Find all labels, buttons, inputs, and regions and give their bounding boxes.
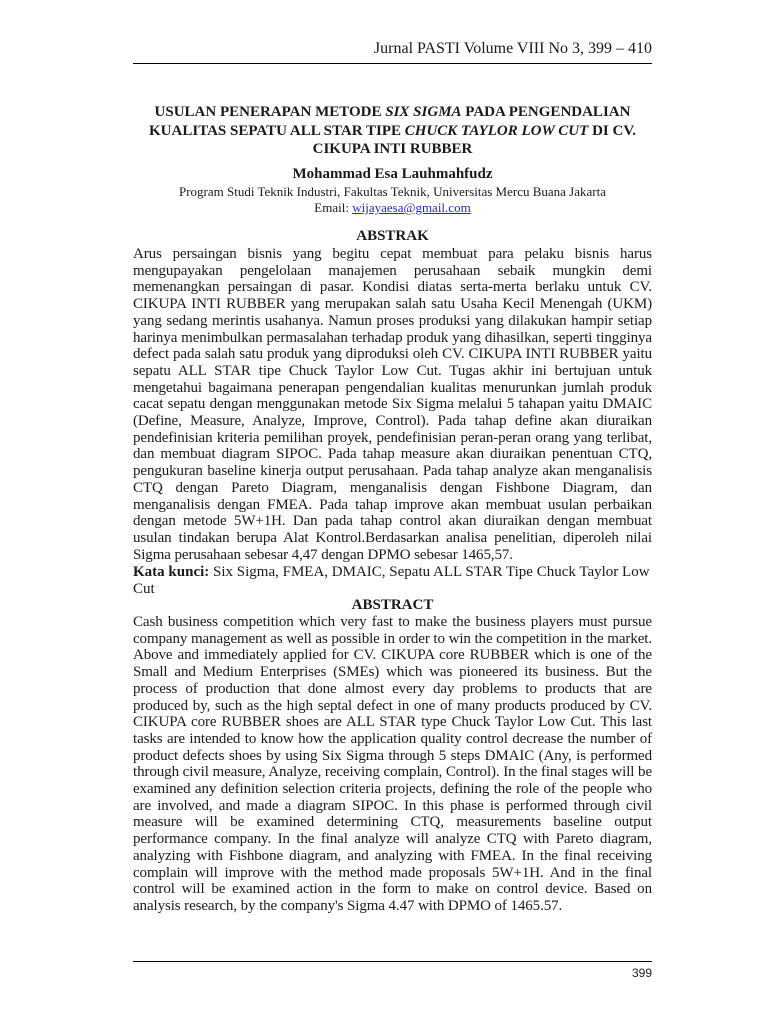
email-label: Email: (314, 200, 353, 215)
title-part-3: DI CV. CIKUPA INTI RUBBER (312, 122, 636, 157)
title-part-1: USULAN PENERAPAN METODE (154, 104, 386, 120)
page-number: 399 (631, 966, 652, 980)
top-divider (133, 63, 652, 64)
email-link[interactable]: wijayaesa@gmail.com (352, 200, 471, 215)
abstract-text: Cash business competition which very fast to make the business players must pursue company management as well as possible in order to win the competition in the market. Above and immediately applied for CV. CIKUPA core RUBBER which is one of the Small and Medium Enterprises (SMEs) which was pioneered its business. But the process of production that done almost every day problems to products that are produced by, such as the high septal defect in one of many products produced by CV. CIKUPA core RUBBER shoes are ALL STAR type Chuck Taylor Low Cut. This last tasks are intended to know how the application quality control decrease the number of product defects shoes by using Six Sigma through 5 steps DMAIC (Any, is performed through civil measure, Analyze, receiving complain, Control). In the final stages will be examined any definition selection criteria projects, defining the role of the people who are involved, and made a diagram SIPOC. In this phase is performed through civil measure will be examined determining CTQ, measurements baseline output performance company. In the final analyze will analyze CTQ with Pareto diagram, analyzing with Fishbone diagram, and analyzing with FMEA. In the final receiving complain will improve with the method made proposals 5W+1H. And in the final control will be examined action in the form to make on control device. Based on analysis research, by the company's Sigma 4.47 with DPMO of 1465.57. (133, 614, 652, 914)
keywords-text: Six Sigma, FMEA, DMAIC, Sepatu ALL STAR Tipe Chuck Taylor Low Cut (133, 564, 650, 597)
paper-title (133, 103, 652, 159)
abstrak-heading: ABSTRAK (356, 228, 429, 244)
author-name: Mohammad Esa Lauhmahfudz (292, 166, 493, 182)
bottom-divider (133, 961, 652, 962)
keywords-line (133, 564, 652, 598)
affiliation: Program Studi Teknik Industri, Fakultas Teknik, Universitas Mercu Buana Jakarta (179, 184, 606, 199)
abstract-heading: ABSTRACT (351, 597, 434, 613)
author-affiliation-block (133, 184, 652, 216)
title-italic-chuck-taylor: CHUCK TAYLOR LOW CUT (404, 122, 589, 139)
title-italic-six-sigma: SIX SIGMA (385, 104, 462, 120)
abstrak-text: Arus persaingan bisnis yang begitu cepat membuat para pelaku bisnis harus mengupayakan pengelolaan manajemen perusahaan sebaik mungkin demi memenangkan persaingan di pasar. Kondisi diatas serta-merta berlaku untuk CV. CIKUPA INTI RUBBER yang merupakan salah satu Usaha Kecil Menengah (UKM) yang sedang merintis usahanya. Namun proses produksi yang dilakukan hampir setiap harinya menimbulkan permasalahan terhadap produk yang dihasilkan, seperti tingginya defect pada salah satu produk yang diproduksi oleh CV. CIKUPA INTI RUBBER yaitu sepatu ALL STAR tipe Chuck Taylor Low Cut. Tugas akhir ini bertujuan untuk mengetahui bagaimana penerapan pengendalian kualitas menurunkan jumlah produk cacat sepatu dengan menggunakan metode Six Sigma melalui 5 tahapan yaitu DMAIC (Define, Measure, Analyze, Improve, Control). Pada tahap define akan diuraikan pendefinisian kriteria pemilihan proyek, pendefinisian peran-peran orang yang terlibat, dan membuat diagram SIPOC. Pada tahap measure akan diuraikan penentuan CTQ, pengukuran baseline kinerja output perusahaan. Pada tahap analyze akan menganalisis CTQ dengan Pareto Diagram, menganalisis dengan Fishbone Diagram, dan menganalisis dengan FMEA. Pada tahap improve akan membuat usulan perbaikan dengan metode 5W+1H. Dan pada tahap control akan diuraikan dengan membuat usulan tindakan berupa Alat Kontrol.Berdasarkan analisa penelitian, diperoleh nilai Sigma perusahaan sebesar 4,47 dengan DPMO sebesar 1465,57. (133, 246, 652, 563)
email-line (133, 200, 652, 216)
title-part-2: PADA PENGENDALIAN KUALITAS SEPATU ALL STAR TIPE (149, 104, 631, 139)
journal-header: Jurnal PASTI Volume VIII No 3, 399 – 410 (373, 40, 652, 57)
keywords-label: Kata kunci: (133, 564, 210, 580)
